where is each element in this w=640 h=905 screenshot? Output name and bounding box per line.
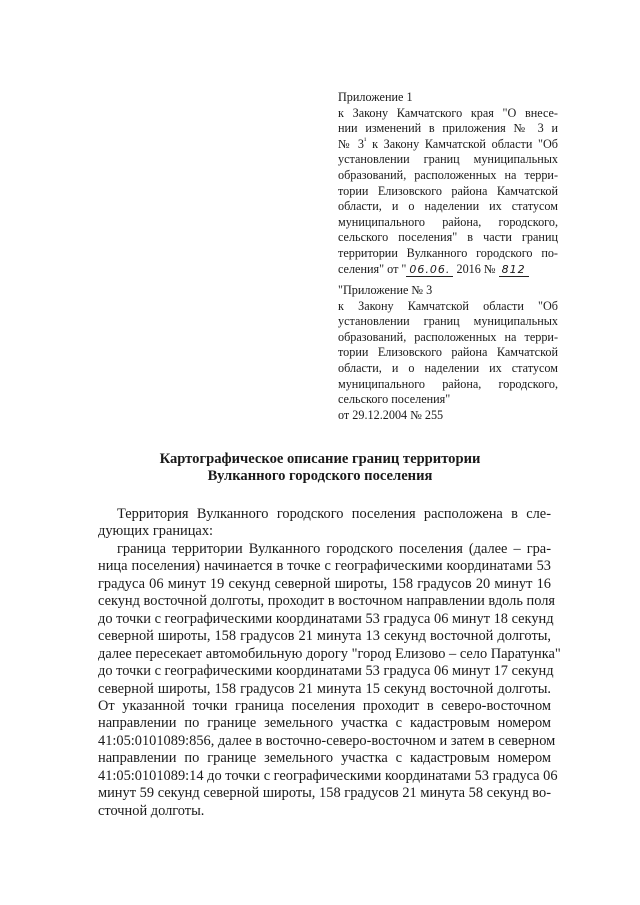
document-title: [100, 451, 540, 486]
annex-1-date-line: [338, 262, 558, 278]
handwritten-date: 06.06.: [406, 264, 453, 277]
body-line: ница поселения) начинается в точке с географическими координатами 53: [98, 558, 551, 575]
annex-1-header: [338, 90, 558, 277]
body-line: граница территории Вулканного городского поселения (далее – гра-: [117, 540, 551, 557]
annex-1-text: 2016 №: [453, 261, 499, 276]
annex-3-line: сельского поселения": [338, 392, 451, 407]
annex-3-line: образований, расположенных на терри-: [338, 329, 558, 344]
body-line: 41:05:0101089:14 до точки с географическими координатами 53 градуса 06: [98, 767, 558, 784]
annex-3-line: тории Елизовского района Камчатской: [338, 345, 558, 360]
annex-3-title: "Приложение № 3: [338, 283, 433, 297]
annex-1-line: муниципального района, городского,: [338, 214, 558, 229]
title-line-2: Вулканного городского поселения: [207, 468, 433, 485]
superscript-one: ¹: [364, 135, 367, 145]
annex-3-header: [338, 283, 558, 423]
body-line: сточной долготы.: [98, 802, 205, 819]
annex-3-line: области, и о наделении их статусом: [338, 360, 558, 375]
annex-3-line: муниципального района, городского,: [338, 376, 558, 391]
annex-1-line: области, и о наделении их статусом: [338, 199, 558, 214]
annex-3-date: от 29.12.2004 № 255: [338, 407, 444, 422]
annex-1-line: нии изменений в приложения № 3 и: [338, 121, 558, 136]
annex-3-line: установлении границ муниципальных: [338, 314, 558, 329]
annex-1-line: образований, расположенных на терри-: [338, 167, 558, 182]
annex-1-text: селения" от ": [338, 261, 407, 276]
body-line: Территория Вулканного городского поселения расположена в сле-: [117, 506, 551, 522]
body-line: минут 59 секунд северной широты, 158 градусов 21 минута 58 секунд во-: [98, 785, 551, 802]
title-line-1: Картографическое описание границ территории: [159, 451, 481, 467]
annex-1-text: к Закону Камчатской области "Об: [366, 136, 558, 151]
body-line: дующих границах:: [98, 523, 214, 540]
handwritten-number: 812: [499, 264, 529, 277]
body-line: направлении по границе земельного участка с кадастровым номером: [98, 750, 551, 767]
body-line: северной широты, 158 градусов 21 минута 13 секунд восточной долготы,: [98, 628, 551, 645]
body-line: От указанной точки граница поселения проходит в северо-восточном: [98, 697, 551, 714]
annex-1-title: Приложение 1: [338, 90, 413, 104]
body-line: градуса 06 минут 19 секунд северной широты, 158 градусов 20 минут 16: [98, 575, 551, 592]
annex-1-line: сельского поселения" в части границ: [338, 230, 558, 245]
body-line: секунд восточной долготы, проходит в восточном направлении вдоль поля: [98, 593, 556, 610]
annex-1-line: территории Вулканного городского по-: [338, 245, 558, 260]
body-paragraphs: [98, 506, 561, 820]
body-line: 41:05:0101089:856, далее в восточно-северо-восточном и затем в северном: [98, 732, 556, 749]
annex-1-line: [338, 137, 558, 153]
body-line: до точки с географическими координатами 53 градуса 06 минут 17 секунд: [98, 663, 554, 680]
annex-1-line: к Закону Камчатского края "О внесе-: [338, 105, 558, 120]
body-line: до точки с географическими координатами 53 градуса 06 минут 18 секунд: [98, 610, 554, 627]
annex-1-text: № 3: [338, 136, 364, 151]
body-line: далее пересекает автомобильную дорогу "город Елизово – село Паратунка": [98, 645, 561, 662]
body-line: северной широты, 158 градусов 21 минута 15 секунд восточной долготы.: [98, 680, 551, 697]
annex-3-line: к Закону Камчатской области "Об: [338, 298, 558, 313]
annex-1-line: установлении границ муниципальных: [338, 152, 558, 167]
body-line: направлении по границе земельного участка с кадастровым номером: [98, 715, 551, 732]
annex-1-line: тории Елизовского района Камчатской: [338, 183, 558, 198]
